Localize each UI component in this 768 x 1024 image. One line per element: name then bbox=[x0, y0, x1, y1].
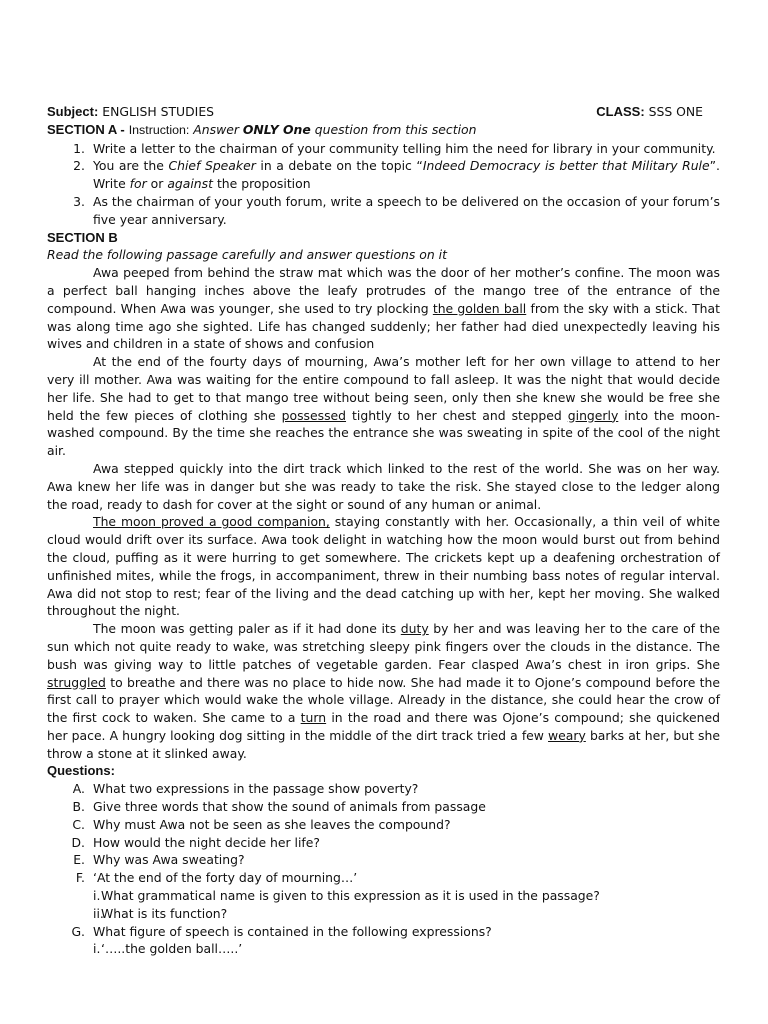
section-a-header bbox=[47, 121, 720, 140]
list-item bbox=[47, 193, 720, 229]
passage-paragraph-5: The moon was getting paler as if it had done its duty by her and was leaving her to the care of the sun which not quite ready to wake, was stretching sleepy pink fingers over the clouds in the distance. The bush was giving way to little patches of vegetable garden. Fear clasped Awa’s chest in iron grips. She struggled to breathe and there was no place to hide now. She had made it to Ojone’s compound before the first call to prayer which would wake the whole village. Already in the distance, she could hear the crow of the first cock to waken. She came to a turn in the road and there was Ojone’s compound; she quickened her pace. A hungry looking dog sitting in the middle of the dirt track tried a few weary barks at her, but she throw a stone at it slinked away. bbox=[47, 621, 720, 761]
item-text: Write a letter to the chairman of your community telling him the need for library in your community. bbox=[93, 140, 716, 156]
item-text: As the chairman of your youth forum, write a speech to be delivered on the occasion of your forum’s five year anniversary. bbox=[93, 193, 720, 227]
class-value: SSS ONE bbox=[648, 104, 703, 119]
subject-line bbox=[47, 103, 214, 121]
subject-value: ENGLISH STUDIES bbox=[102, 104, 215, 119]
section-b-instruction: Read the following passage carefully and answer questions on it bbox=[47, 247, 447, 263]
instruction-pre: Answer bbox=[193, 121, 239, 137]
class-label: CLASS: bbox=[596, 104, 645, 119]
questions-g-sublist bbox=[47, 940, 720, 958]
passage-paragraph-2: At the end of the fourty days of mourning, Awa’s mother left for her own village to attend to her very ill mother. Awa was waiting for the entire compound to fall asleep. It was the night that would decide her life. She had to get to that mango tree without being seen, only then she knew she would be free she held the few pieces of clothing she possessed tightly to her chest and stepped gingerly into the moon-washed compound. By the time she reaches the entrance she was sweating in spite of the cool of the night air. bbox=[47, 354, 720, 459]
list-item: F. ‘At the end of the forty day of mourning…’ bbox=[75, 870, 358, 886]
section-a-title: SECTION A - bbox=[47, 121, 125, 137]
instruction-label: Instruction: bbox=[128, 122, 190, 137]
list-item: B. Give three words that show the sound of animals from passage bbox=[72, 799, 486, 815]
list-item bbox=[47, 140, 720, 158]
list-item: D. How would the night decide her life? bbox=[71, 834, 320, 850]
questions-f-sublist bbox=[47, 887, 720, 923]
passage-paragraph-3: Awa stepped quickly into the dirt track which linked to the rest of the world. She was on her way. Awa knew her life was in danger but she was ready to take the risk. She stayed close to the ledger along the road, ready to dash for cover at the sight or sound of any human or animal. bbox=[47, 460, 720, 512]
list-item: A. What two expressions in the passage show poverty? bbox=[72, 781, 419, 797]
list-item: E. Why was Awa sweating? bbox=[73, 852, 245, 868]
subject-label: Subject: bbox=[47, 104, 99, 119]
instruction-post: question from this section bbox=[314, 121, 477, 137]
questions-list-g bbox=[47, 923, 720, 941]
item-number: 1. bbox=[73, 140, 85, 156]
item-number: 2. bbox=[73, 158, 85, 174]
questions-title: Questions: bbox=[47, 763, 115, 779]
passage-paragraph-4: The moon proved a good companion, staying constantly with her. Occasionally, a thin veil of white cloud would drift over its surface. Awa took delight in watching how the moon would burst out from behind the cloud, puffing as it were hurring to get somewhere. The crickets kept up a deafening orchestration of unfinished mites, while the frogs, in accompaniment, threw in their numbing bass notes of regular interval. Awa did not stop to rest; fear of the living and the dead catching up with her, kept her moving. She walked throughout the night. bbox=[47, 514, 720, 619]
section-b-title: SECTION B bbox=[47, 229, 118, 245]
list-item: i. ‘…..the golden ball…..’ bbox=[93, 941, 243, 957]
exam-page bbox=[47, 103, 720, 958]
list-item bbox=[47, 157, 720, 193]
list-item: ii. What is its function? bbox=[93, 905, 228, 921]
class-line bbox=[596, 103, 720, 121]
header-row bbox=[47, 103, 720, 121]
item-number: 3. bbox=[73, 193, 85, 209]
list-item: G. What figure of speech is contained in the following expressions? bbox=[71, 923, 492, 939]
section-a-questions bbox=[47, 140, 720, 229]
questions-list bbox=[47, 780, 720, 887]
list-item: C. Why must Awa not be seen as she leaves the compound? bbox=[72, 816, 451, 832]
list-item: i. What grammatical name is given to this expression as it is used in the passage? bbox=[93, 888, 600, 904]
passage-paragraph-1: Awa peeped from behind the straw mat which was the door of her mother’s confine. The moon was a perfect ball hanging inches above the leafy protrudes of the mango tree of the entrance of the compound. When Awa was younger, she used to try plocking the golden ball from the sky with a stick. That was along time ago she sighted. Life has changed suddenly; her father had died unexpectedly leaving his wives and children in a state of shows and confusion bbox=[47, 265, 720, 352]
item-text: You are the Chief Speaker in a debate on the topic “Indeed Democracy is better that Military Rule”. Write for or against the proposition bbox=[93, 158, 720, 192]
instruction-bold: ONLY One bbox=[242, 121, 311, 137]
